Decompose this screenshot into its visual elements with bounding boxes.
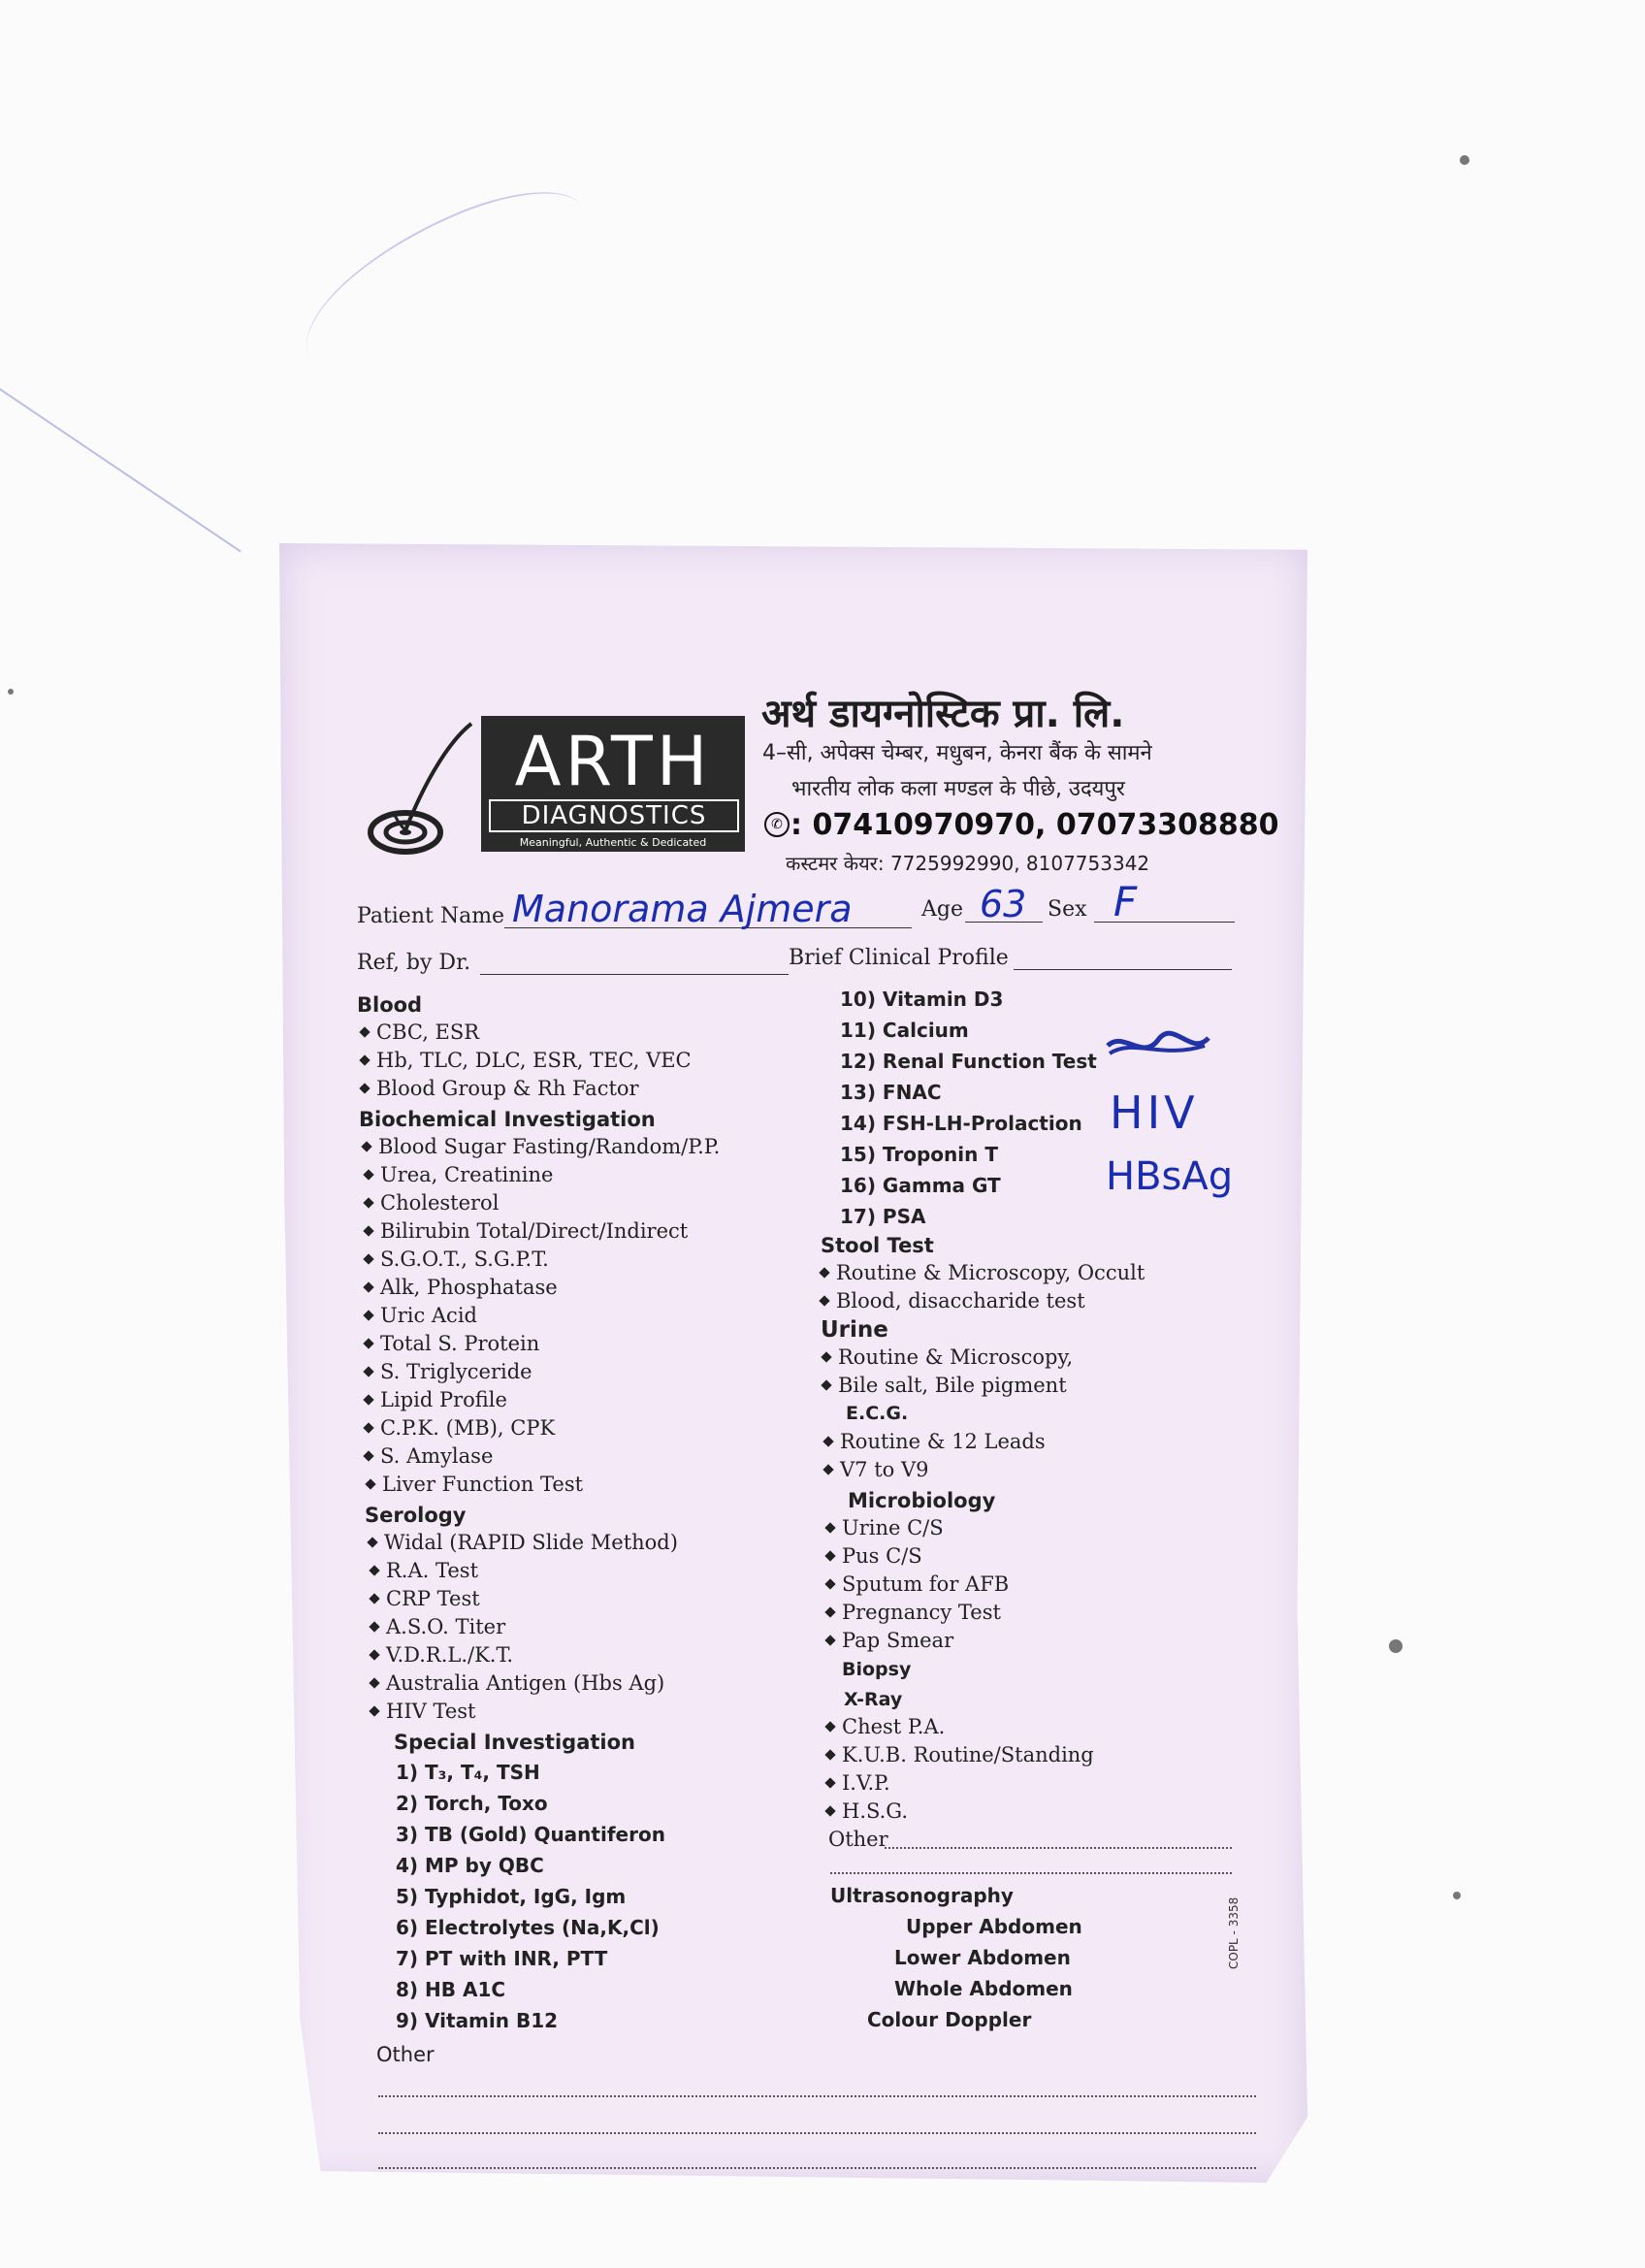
list-item: 5) Typhidot, IgG, Igm: [396, 1885, 627, 1908]
list-item: CRP Test: [367, 1587, 480, 1610]
list-item: 4) MP by QBC: [396, 1854, 544, 1877]
section-ultrasonography: Ultrasonography: [830, 1884, 1014, 1907]
list-item: 12) Renal Function Test: [840, 1050, 1097, 1073]
section-stool: Stool Test: [821, 1234, 934, 1257]
scan-mark-curve: [280, 165, 612, 400]
logo-sub: DIAGNOSTICS: [489, 799, 739, 832]
other-line: [378, 2132, 1256, 2134]
section-xray: X-Ray: [844, 1689, 903, 1710]
list-item: Upper Abdomen: [906, 1915, 1082, 1938]
list-item: 6) Electrolytes (Na,K,Cl): [396, 1916, 660, 1939]
list-item: Bilirubin Total/Direct/Indirect: [361, 1219, 688, 1243]
list-item: Pap Smear: [822, 1629, 953, 1652]
list-item: Pregnancy Test: [822, 1601, 1001, 1624]
list-item: V7 to V9: [821, 1458, 929, 1481]
list-item: 2) Torch, Toxo: [396, 1792, 548, 1815]
section-biochemical: Biochemical Investigation: [359, 1108, 656, 1131]
clinical-profile-label: Brief Clinical Profile: [789, 946, 1009, 970]
sex-value: F: [1113, 878, 1138, 925]
list-item: Urea, Creatinine: [361, 1163, 553, 1186]
scan-mark-line: [0, 388, 242, 552]
address-line-2: भारतीय लोक कला मण्डल के पीछे, उदयपुर: [791, 777, 1125, 801]
list-item: 9) Vitamin B12: [396, 2009, 559, 2032]
list-item: 7) PT with INR, PTT: [396, 1947, 608, 1970]
arth-logo: [367, 716, 745, 861]
list-item: 10) Vitamin D3: [840, 988, 1004, 1011]
list-item: Total S. Protein: [361, 1332, 539, 1355]
sex-label: Sex: [1048, 897, 1087, 922]
list-item: A.S.O. Titer: [367, 1615, 505, 1638]
age-value: 63: [980, 883, 1027, 925]
list-item: K.U.B. Routine/Standing: [822, 1743, 1094, 1766]
list-item: Urine C/S: [822, 1516, 944, 1539]
list-item: Widal (RAPID Slide Method): [365, 1531, 678, 1554]
list-item: 17) PSA: [840, 1205, 926, 1228]
list-item: S. Triglyceride: [361, 1360, 532, 1383]
handwritten-hiv: HIV: [1110, 1086, 1199, 1139]
list-item: Alk, Phosphatase: [361, 1276, 558, 1299]
section-blood: Blood: [357, 993, 423, 1017]
scan-speck: [1389, 1639, 1403, 1653]
ref-doctor-label: Ref, by Dr.: [357, 951, 471, 975]
list-item: Blood Sugar Fasting/Random/P.P.: [359, 1135, 720, 1158]
list-item: 3) TB (Gold) Quantiferon: [396, 1823, 665, 1846]
scan-speck: [1460, 155, 1469, 165]
section-ecg: E.C.G.: [846, 1403, 909, 1424]
list-item: Blood Group & Rh Factor: [357, 1077, 639, 1100]
list-item: Lipid Profile: [361, 1388, 507, 1411]
list-item: 1) T₃, T₄, TSH: [396, 1761, 540, 1784]
section-microbiology: Microbiology: [848, 1489, 996, 1512]
list-item: 8) HB A1C: [396, 1978, 506, 2001]
list-item: Pus C/S: [822, 1544, 922, 1568]
list-item: Lower Abdomen: [894, 1946, 1071, 1969]
handwritten-hbsag: HBsAg: [1106, 1154, 1234, 1199]
address-line-1: 4–सी, अपेक्स चेम्बर, मधुबन, केनरा बैंक के सामने: [762, 741, 1152, 765]
list-item: R.A. Test: [367, 1559, 478, 1582]
lab-name-hindi: अर्थ डायग्नोस्टिक प्रा. लि.: [761, 692, 1125, 736]
ref-doctor-line: [480, 974, 789, 975]
logo-main: ARTH: [514, 722, 712, 801]
list-item: Australia Antigen (Hbs Ag): [367, 1671, 664, 1695]
age-label: Age: [921, 897, 963, 922]
other-label-left: Other: [376, 2043, 435, 2066]
list-item: H.S.G.: [822, 1799, 908, 1823]
customer-care: कस्टमर केयर: 7725992990, 8107753342: [786, 852, 1150, 875]
logo-badge: [481, 716, 745, 852]
list-item: Cholesterol: [361, 1191, 499, 1215]
list-item: Whole Abdomen: [894, 1977, 1073, 2000]
list-item: Bile salt, Bile pigment: [819, 1374, 1067, 1397]
scan-speck: [1453, 1892, 1461, 1899]
list-item: 13) FNAC: [840, 1081, 942, 1104]
other-line: [378, 2167, 1256, 2169]
list-item: S. Amylase: [361, 1444, 493, 1468]
list-item: Blood, disaccharide test: [817, 1289, 1085, 1312]
section-urine: Urine: [821, 1317, 888, 1343]
other-line: [830, 1872, 1232, 1874]
scan-speck: [8, 689, 14, 695]
list-item: Routine & Microscopy, Occult: [817, 1261, 1145, 1284]
section-biopsy: Biopsy: [842, 1659, 912, 1680]
list-item: 16) Gamma GT: [840, 1174, 1001, 1197]
list-item: 14) FSH-LH-Prolaction: [840, 1112, 1082, 1135]
section-serology: Serology: [365, 1504, 467, 1527]
list-item: I.V.P.: [822, 1771, 890, 1795]
scribble-mark: [1104, 1026, 1212, 1065]
print-code: COPL - 3358: [1227, 1896, 1241, 1969]
list-item: CBC, ESR: [357, 1021, 479, 1044]
other-line: [378, 2095, 1256, 2097]
phone-numbers: : 07410970970, 07073308880: [790, 808, 1279, 842]
list-item: Hb, TLC, DLC, ESR, TEC, VEC: [357, 1049, 692, 1072]
list-item: Colour Doppler: [867, 2008, 1032, 2031]
list-item: S.G.O.T., S.G.P.T.: [361, 1247, 549, 1271]
list-item: Liver Function Test: [363, 1473, 583, 1496]
other-line: [885, 1847, 1232, 1849]
list-item: C.P.K. (MB), CPK: [361, 1416, 555, 1440]
list-item: Routine & 12 Leads: [821, 1430, 1046, 1453]
section-special-investigation: Special Investigation: [394, 1731, 635, 1754]
patient-name-label: Patient Name: [357, 904, 505, 928]
list-item: 15) Troponin T: [840, 1143, 998, 1166]
list-item: Uric Acid: [361, 1304, 477, 1327]
list-item: HIV Test: [367, 1700, 475, 1723]
list-item: Sputum for AFB: [822, 1572, 1009, 1596]
list-item: Routine & Microscopy,: [819, 1345, 1073, 1369]
list-item: 11) Calcium: [840, 1019, 969, 1042]
list-item: Chest P.A.: [822, 1715, 945, 1738]
list-item: V.D.R.L./K.T.: [367, 1643, 513, 1667]
target-swoosh-icon: [367, 716, 483, 861]
clinical-profile-line: [1014, 969, 1232, 970]
patient-name-value: Manorama Ajmera: [512, 888, 853, 930]
logo-tagline: Meaningful, Authentic & Dedicated: [519, 836, 707, 849]
phone-icon: ✆: [764, 812, 790, 837]
other-label-right: Other: [828, 1828, 888, 1851]
